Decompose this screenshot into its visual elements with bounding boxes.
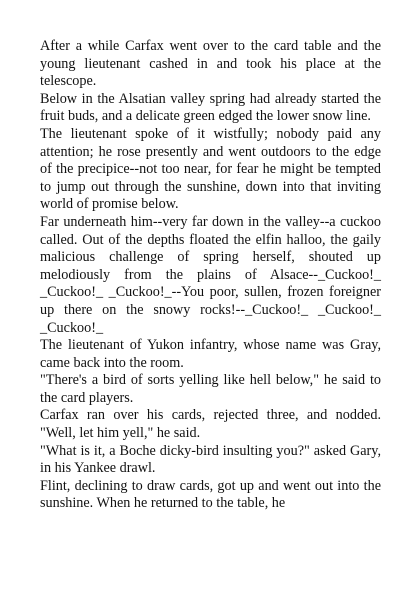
paragraph: "There's a bird of sorts yelling like hell below," he said to the card players. [40,372,381,406]
paragraph: Flint, declining to draw cards, got up and went out into the sunshine. When he returned to the table, he [40,477,381,512]
paragraph: Far underneath him--very far down in the valley--a cuckoo called. Out of the depths floated the elfin halloo, the gaily malicious challenge of spring herself, shouted up melodiously from the plains of Alsace--_Cuckoo!_ _Cuckoo!_ _Cuckoo!_--You poor, sullen, frozen foreigner up there on the snowy rocks!--_Cuckoo!_ _Cuckoo!_ _Cuckoo!_ [40,213,381,336]
document-page [40,38,381,513]
paragraph: Carfax ran over his cards, rejected three, and nodded. "Well, let him yell," he said. [40,407,381,442]
paragraph: The lieutenant spoke of it wistfully; nobody paid any attention; he rose presently and went outdoors to the edge of the precipice--not too near, for fear he might be tempted to jump out through the sunshine, down into that inviting world of promise below. [40,125,381,213]
paragraph: After a while Carfax went over to the card table and the young lieutenant cashed in and took his place at the telescope. [40,38,381,90]
paragraph: Below in the Alsatian valley spring had already started the fruit buds, and a delicate green edged the lower snow line. [40,90,381,125]
paragraph: "What is it, a Boche dicky-bird insulting you?" asked Gary, in his Yankee drawl. [40,442,381,477]
paragraph: The lieutenant of Yukon infantry, whose name was Gray, came back into the room. [40,337,381,371]
